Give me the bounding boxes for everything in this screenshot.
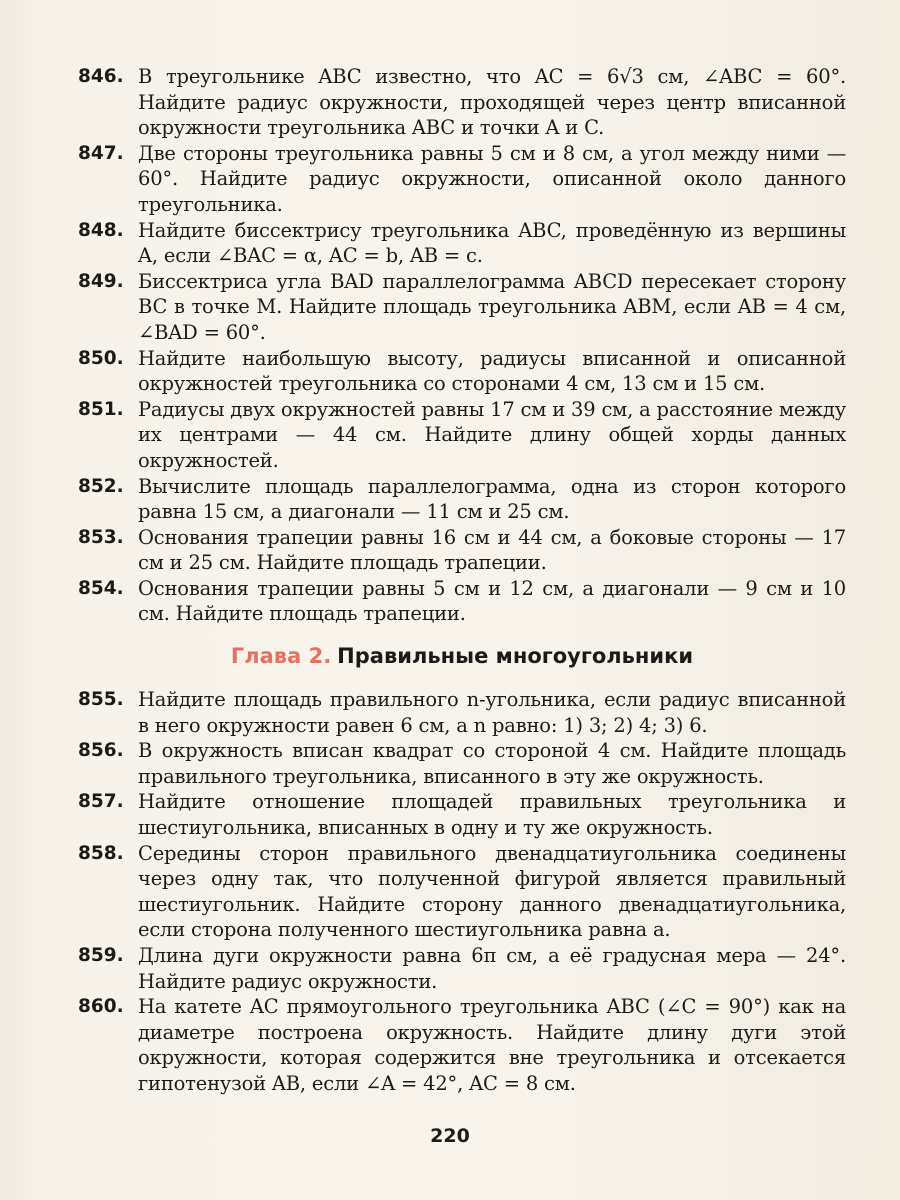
problem-number: 856. — [78, 740, 124, 762]
problem-text: Вычислите площадь параллелограмма, одна из сторон которого равна 15 см, а диагонали — 11 см и 25 см. — [138, 474, 846, 524]
problem-text: Биссектриса угла BAD параллелограмма ABCD пересекает сторону BC в точке M. Найдите площадь треугольника ABM, если AB = 4 см, ∠BAD = 60°. — [138, 269, 846, 344]
problem-text: Найдите отношение площадей правильных треугольника и шестиугольника, вписанных в одну и ту же окружность. — [138, 790, 846, 840]
problem-850 — [78, 346, 846, 397]
problem-text: Найдите биссектрису треугольника ABC, проведённую из вершины A, если ∠BAC = α, AC = b, AB = c. — [138, 218, 846, 268]
problem-847 — [78, 141, 846, 218]
problem-859 — [78, 943, 846, 994]
problem-852 — [78, 474, 846, 525]
problem-851 — [78, 397, 846, 474]
problem-number: 850. — [78, 347, 124, 369]
problem-854 — [78, 576, 846, 627]
problem-number: 858. — [78, 842, 124, 864]
problem-text: Середины сторон правильного двенадцатиугольника соединены через одну так, что полученной фигурой является правильный шестиугольник. Найдите сторону данного двенадцатиугольника, если сторона полученного шестиугольника равна a. — [138, 841, 846, 942]
problem-number: 846. — [78, 66, 124, 87]
problem-text: В окружность вписан квадрат со стороной 4 см. Найдите площадь правильного треугольника, вписанного в эту же окружность. — [138, 739, 846, 788]
problem-text: В треугольнике ABC известно, что AC = 6√3 см, ∠ABC = 60°. Найдите радиус окружности, проходящей через центр вписанной окружности треугольника ABC и точки A и C. — [138, 65, 846, 140]
problem-858 — [78, 841, 846, 943]
problem-849 — [78, 269, 846, 346]
problem-857 — [78, 789, 846, 840]
problem-846 — [78, 64, 846, 141]
problem-860 — [78, 994, 846, 1096]
problem-number: 849. — [78, 270, 124, 292]
problem-text: Радиусы двух окружностей равны 17 см и 39 см, а расстояние между их центрами — 44 см. Найдите длину общей хорды данных окружностей. — [138, 397, 846, 472]
problem-text: Длина дуги окружности равна 6π см, а её градусная мера — 24°. Найдите радиус окружности. — [138, 944, 846, 993]
problem-855 — [78, 687, 846, 738]
page-number: 220 — [430, 1125, 470, 1147]
page-content — [78, 64, 846, 1097]
problem-number: 852. — [78, 475, 124, 497]
problem-number: 859. — [78, 945, 124, 966]
chapter-title: Правильные многоугольники — [337, 644, 694, 669]
problem-number: 855. — [78, 689, 124, 711]
problem-number: 847. — [78, 142, 124, 164]
problem-number: 853. — [78, 526, 124, 548]
problem-number: 854. — [78, 577, 124, 599]
problem-text: Основания трапеции равны 16 см и 44 см, а боковые стороны — 17 см и 25 см. Найдите площадь трапеции. — [138, 525, 846, 575]
problem-number: 851. — [78, 398, 124, 420]
problem-856 — [78, 738, 846, 789]
problem-text: На катете AC прямоугольного треугольника ABC (∠C = 90°) как на диаметре построена окружность. Найдите длину дуги этой окружности, которая содержится вне треугольника и отсекается гипотенузой AB, если ∠A = 42°, AC = 8 см. — [138, 995, 846, 1095]
problem-text: Найдите площадь правильного n-угольника, если радиус вписанной в него окружности равен 6 см, а n равно: 1) 3; 2) 4; 3) 6. — [138, 688, 846, 737]
problem-853 — [78, 525, 846, 576]
problem-number: 848. — [78, 219, 124, 241]
problem-text: Две стороны треугольника равны 5 см и 8 см, а угол между ними — 60°. Найдите радиус окружности, описанной около данного треугольника. — [138, 141, 846, 216]
problem-848 — [78, 218, 846, 269]
problem-number: 860. — [78, 996, 124, 1018]
problem-number: 857. — [78, 791, 124, 813]
problem-text: Основания трапеции равны 5 см и 12 см, а диагонали — 9 см и 10 см. Найдите площадь трапеции. — [138, 576, 846, 626]
problem-text: Найдите наибольшую высоту, радиусы вписанной и описанной окружностей треугольника со сторонами 4 см, 13 см и 15 см. — [138, 346, 846, 396]
chapter-heading — [78, 641, 846, 671]
chapter-label: Глава 2. — [230, 644, 332, 669]
